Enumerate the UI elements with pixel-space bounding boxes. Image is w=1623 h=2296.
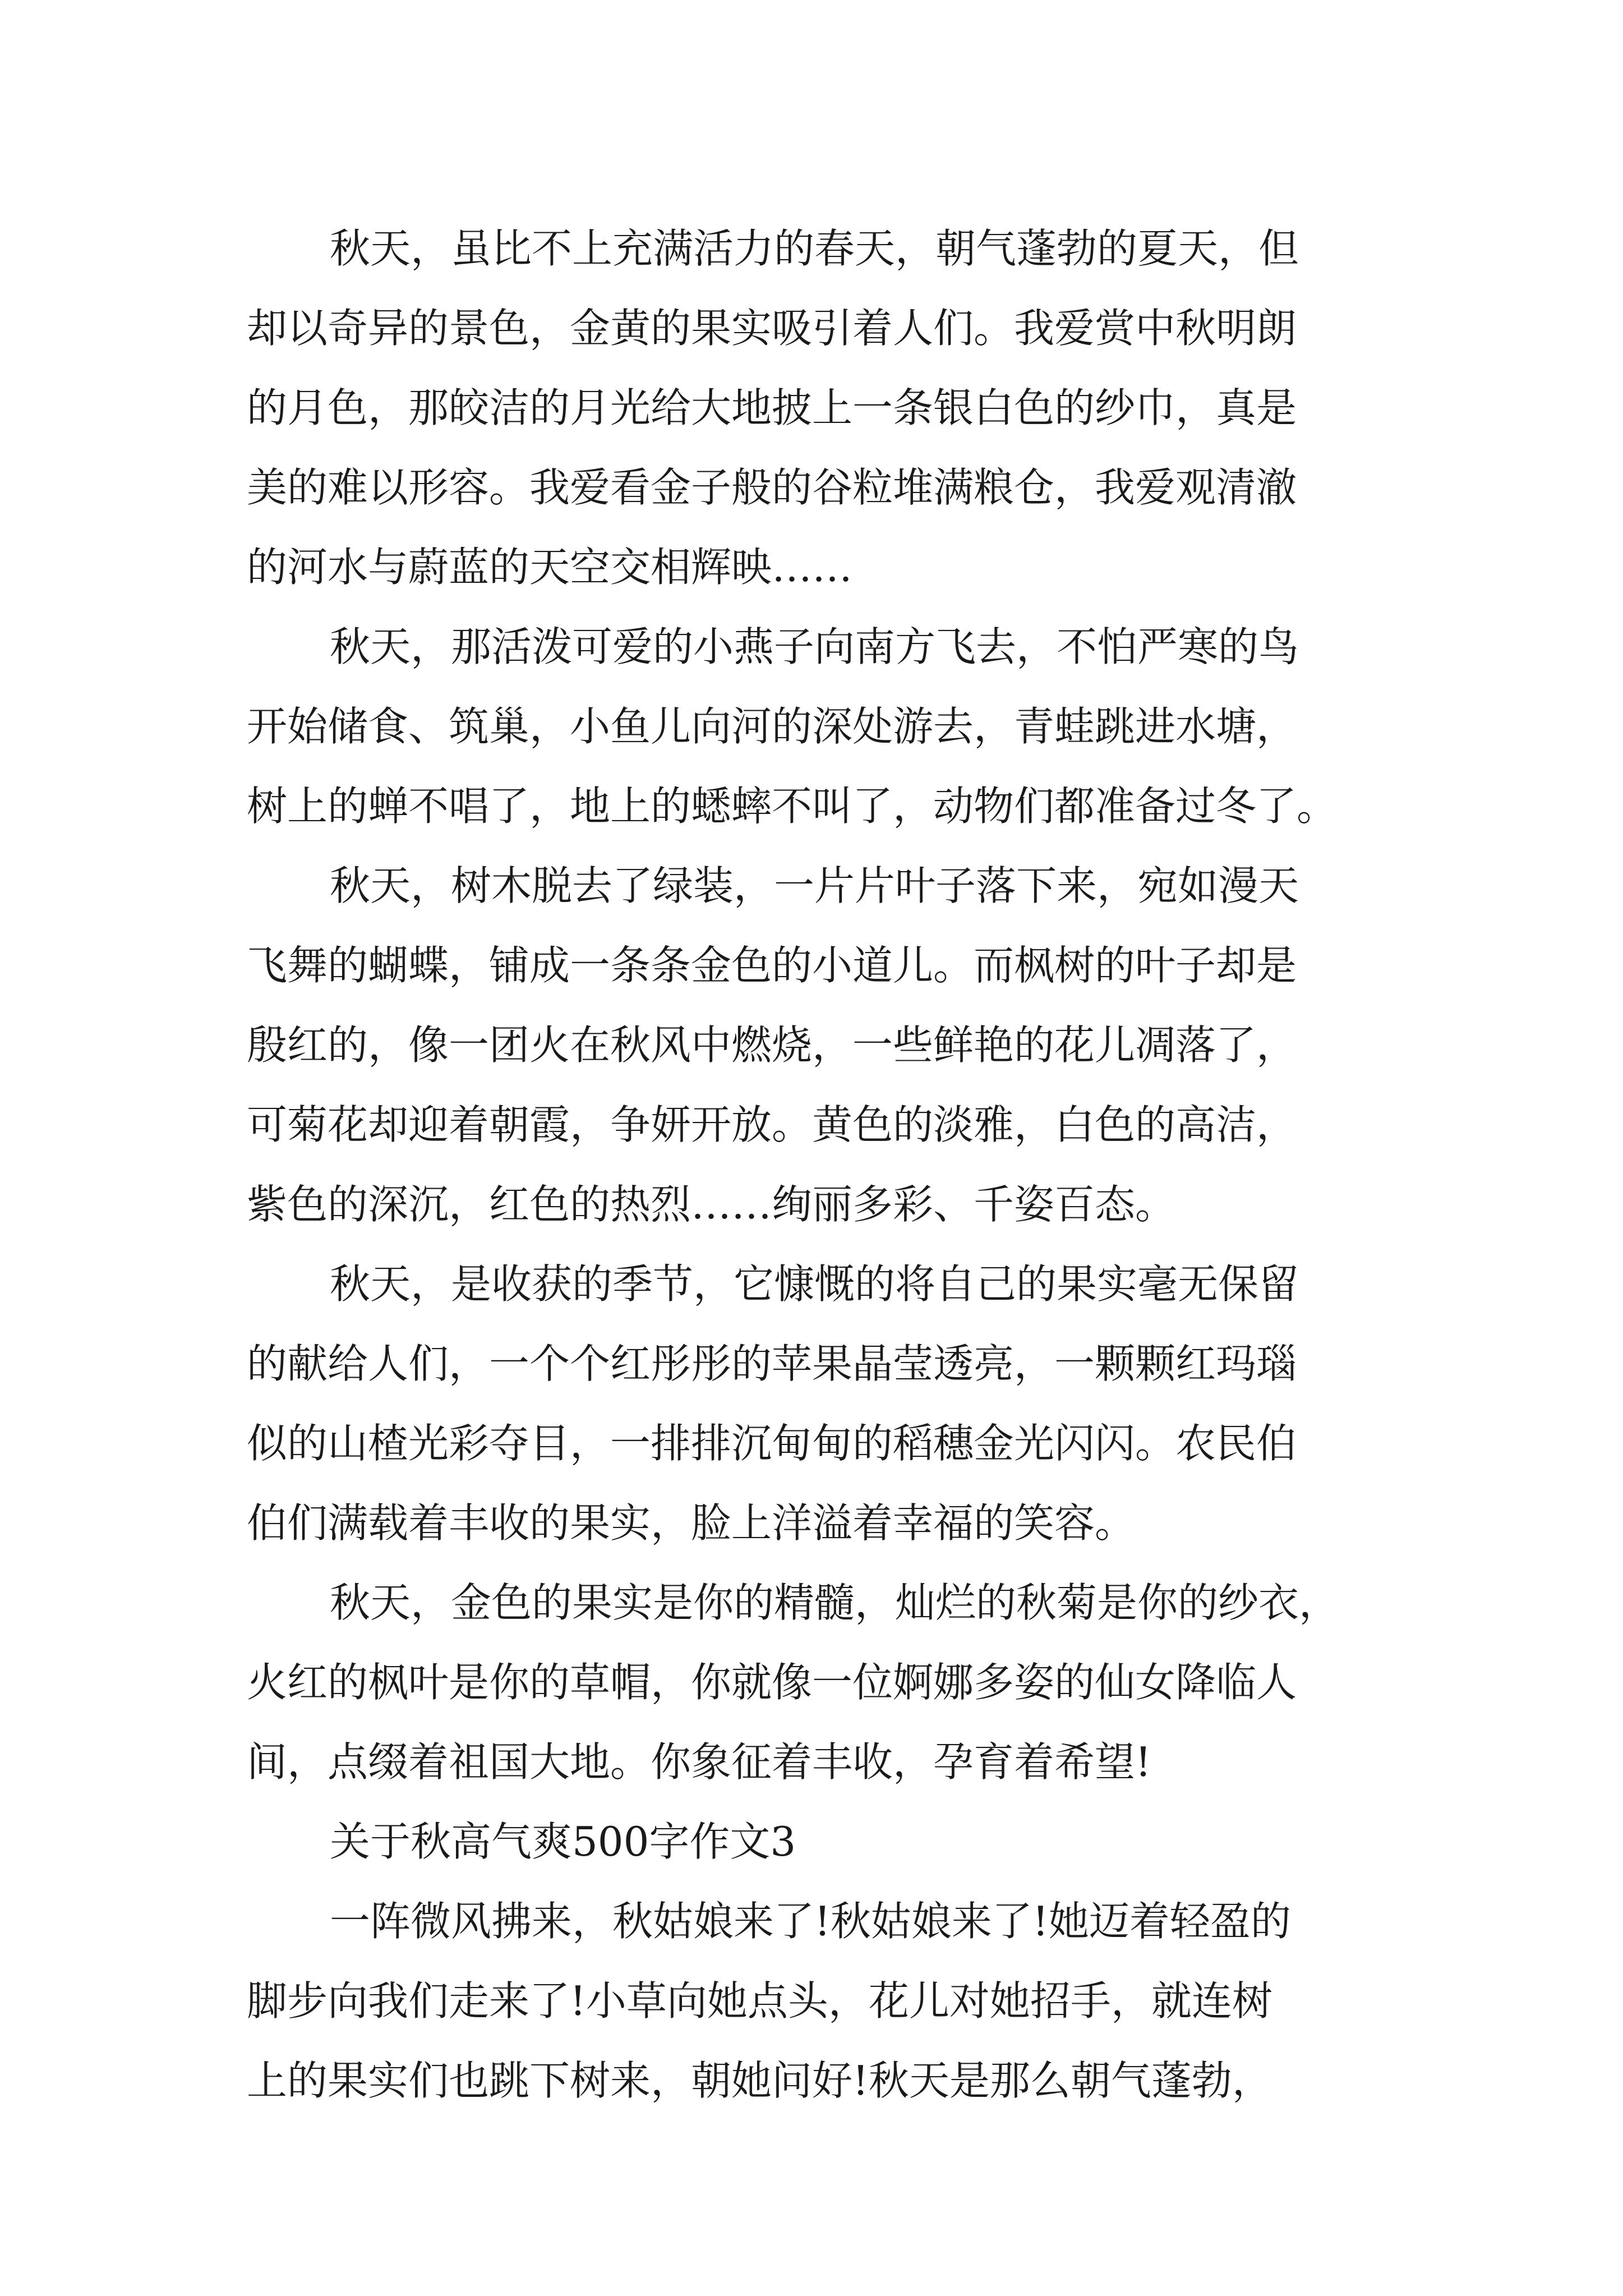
text-line: 殷红的，像一团火在秋风中燃烧，一些鲜艳的花儿凋落了， xyxy=(247,1022,1297,1069)
text-line: 的河水与蔚蓝的天空交相辉映…… xyxy=(247,544,853,591)
text-line: 却以奇异的景色，金黄的果实吸引着人们。我爱赏中秋明朗 xyxy=(247,305,1297,352)
text-line: 秋天，是收获的季节，它慷慨的将自己的果实毫无保留 xyxy=(330,1260,1299,1308)
text-line: 似的山楂光彩夺目，一排排沉甸甸的稻穗金光闪闪。农民伯 xyxy=(247,1420,1297,1467)
text-line: 紫色的深沉，红色的热烈……绚丽多彩、千姿百态。 xyxy=(247,1181,1176,1228)
section-heading: 关于秋高气爽500字作文3 xyxy=(330,1818,796,1865)
text-line: 秋天，树木脱去了绿装，一片片叶子落下来，宛如漫天 xyxy=(330,862,1299,909)
document-page xyxy=(247,209,1380,2120)
text-line: 间，点缀着祖国大地。你象征着丰收，孕育着希望! xyxy=(247,1738,1151,1786)
text-line: 一阵微风拂来，秋姑娘来了!秋姑娘来了!她迈着轻盈的 xyxy=(330,1898,1291,1945)
text-line: 火红的枫叶是你的草帽，你就像一位婀娜多姿的仙女降临人 xyxy=(247,1659,1297,1706)
text-line: 的月色，那皎洁的月光给大地披上一条银白色的纱巾，真是 xyxy=(247,384,1297,431)
text-line: 飞舞的蝴蝶，铺成一条条金色的小道儿。而枫树的叶子却是 xyxy=(247,942,1297,989)
text-line: 上的果实们也跳下树来，朝她问好!秋天是那么朝气蓬勃， xyxy=(247,2057,1272,2104)
text-line: 树上的蝉不唱了，地上的蟋蟀不叫了，动物们都准备过冬了。 xyxy=(247,783,1338,830)
text-line: 秋天，虽比不上充满活力的春天，朝气蓬勃的夏天，但 xyxy=(330,225,1299,272)
text-line: 的献给人们，一个个红彤彤的苹果晶莹透亮，一颗颗红玛瑙 xyxy=(247,1340,1297,1387)
text-line: 秋天，金色的果实是你的精髓，灿烂的秋菊是你的纱衣， xyxy=(330,1579,1340,1626)
text-line: 可菊花却迎着朝霞，争妍开放。黄色的淡雅，白色的高洁， xyxy=(247,1101,1297,1148)
text-line: 美的难以形容。我爱看金子般的谷粒堆满粮仓，我爱观清澈 xyxy=(247,464,1297,511)
text-line: 伯们满载着丰收的果实，脸上洋溢着幸福的笑容。 xyxy=(247,1499,1136,1547)
text-line: 秋天，那活泼可爱的小燕子向南方飞去，不怕严寒的鸟 xyxy=(330,623,1299,670)
text-line: 脚步向我们走来了!小草向她点头，花儿对她招手，就连树 xyxy=(247,1977,1272,2024)
text-line: 开始储食、筑巢，小鱼儿向河的深处游去，青蛙跳进水塘， xyxy=(247,703,1297,750)
